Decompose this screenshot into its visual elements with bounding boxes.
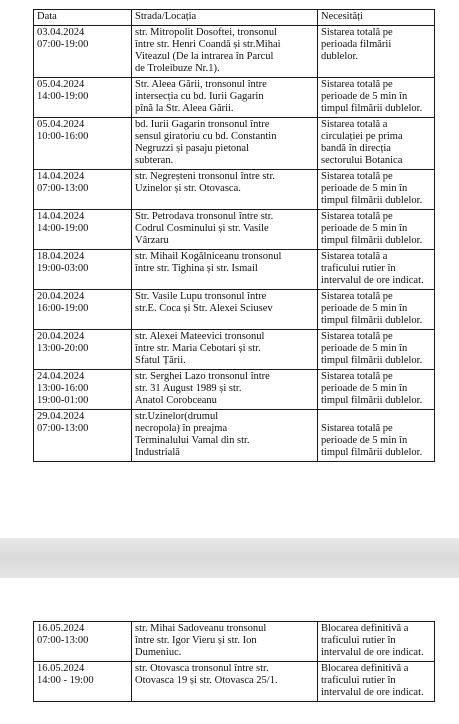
cell-need: Sistarea totală pe perioade de 5 min în timpul filmării dublelor. <box>318 370 435 410</box>
schedule-table-continued-body <box>34 622 435 702</box>
cell-date: 03.04.2024 07:00-19:00 <box>34 26 132 78</box>
cell-date: 24.04.2024 13:00-16:00 19:00-01:00 <box>34 370 132 410</box>
cell-street: Str. Petrodava tronsonul între str. Codrul Cosminului și str. Vasile Vârzaru <box>132 210 318 250</box>
cell-street: str. Mihai Sadoveanu tronsonul între str. Igor Vieru și str. Ion Dumeniuc. <box>132 622 318 662</box>
cell-street: str. Otovasca tronsonul între str. Otovasca 19 și str. Otovasca 25/1. <box>132 662 318 702</box>
cell-need: Blocarea definitivă a traficului rutier în intervalul de ore indicat. <box>318 622 435 662</box>
table-row <box>34 78 435 118</box>
header-date: Data <box>34 10 132 26</box>
table-row <box>34 330 435 370</box>
table-row <box>34 622 435 662</box>
cell-street: Str. Vasile Lupu tronsonul între str.E. Coca și Str. Alexei Sciusev <box>132 290 318 330</box>
table-row <box>34 118 435 170</box>
cell-need: Sistarea totală pe perioade de 5 min în timpul filmării dublelor. <box>318 290 435 330</box>
schedule-table <box>33 9 435 462</box>
cell-date: 16.05.2024 07:00-13:00 <box>34 622 132 662</box>
cell-need: Sistarea totală a traficului rutier în intervalul de ore indicat. <box>318 250 435 290</box>
cell-need: Sistarea totală pe perioade de 5 min în timpul filmării dublelor. <box>318 170 435 210</box>
cell-date: 16.05.2024 14:00 - 19:00 <box>34 662 132 702</box>
cell-date: 20.04.2024 13:00-20:00 <box>34 330 132 370</box>
table-row <box>34 26 435 78</box>
cell-need: Sistarea totală pe perioada filmării dublelor. <box>318 26 435 78</box>
cell-street: bd. Iurii Gagarin tronsonul între sensul giratoriu cu bd. Constantin Negruzzi și pasaju pietonal subteran. <box>132 118 318 170</box>
table-row <box>34 250 435 290</box>
cell-street: str. Negreșteni tronsonul între str. Uzinelor și str. Otovasca. <box>132 170 318 210</box>
schedule-table-body <box>34 26 435 462</box>
header-street: Strada/Locația <box>132 10 318 26</box>
cell-street: str. Serghei Lazo tronsonul între str. 31 August 1989 și str. Anatol Corobceanu <box>132 370 318 410</box>
cell-need: Sistarea totală pe perioade de 5 min în timpul filmării dublelor. <box>318 210 435 250</box>
table-row <box>34 170 435 210</box>
cell-date: 05.04.2024 10:00-16:00 <box>34 118 132 170</box>
document-page-bottom <box>0 578 459 724</box>
cell-street: str. Alexei Mateevici tronsonul între str. Maria Cebotari și str. Sfatul Țării. <box>132 330 318 370</box>
table-row <box>34 662 435 702</box>
cell-need: Blocarea definitivă a traficului rutier în intervalul de ore indicat. <box>318 662 435 702</box>
cell-date: 20.04.2024 16:00-19:00 <box>34 290 132 330</box>
cell-date: 29.04.2024 07:00-13:00 <box>34 410 132 462</box>
schedule-table-continued <box>33 621 435 702</box>
cell-date: 18.04.2024 19:00-03:00 <box>34 250 132 290</box>
table-row <box>34 210 435 250</box>
header-need: Necesități <box>318 10 435 26</box>
cell-street: str. Mitropolit Dosoftei, tronsonul între str. Henri Coandă și str.Mihai Viteazul (De la intrarea în Parcul de Troleibuze Nr.1). <box>132 26 318 78</box>
cell-need: Sistarea totală a circulației pe prima bandă în direcția sectorului Botanica <box>318 118 435 170</box>
page-gap <box>0 538 459 578</box>
cell-date: 14.04.2024 07:00-13:00 <box>34 170 132 210</box>
table-header-row <box>34 10 435 26</box>
cell-date: 14.04.2024 14:00-19:00 <box>34 210 132 250</box>
cell-street: Str. Aleea Gării, tronsonul între intersecția cu bd. Iurii Gagarin pînă la Str. Aleea Gării. <box>132 78 318 118</box>
table-row <box>34 290 435 330</box>
cell-need: Sistarea totală pe perioade de 5 min în timpul filmării dublelor. <box>318 410 435 462</box>
cell-need: Sistarea totală pe perioade de 5 min în timpul filmării dublelor. <box>318 78 435 118</box>
cell-need: Sistarea totală pe perioade de 5 min în timpul filmării dublelor. <box>318 330 435 370</box>
table-row <box>34 370 435 410</box>
cell-date: 05.04.2024 14:00-19:00 <box>34 78 132 118</box>
cell-street: str. Mihail Kogălniceanu tronsonul între str. Tighina și str. Ismail <box>132 250 318 290</box>
table-row <box>34 410 435 462</box>
cell-street: str.Uzinelor(drumul necropola) în preajma Terminalului Vamal din str. Industrială <box>132 410 318 462</box>
